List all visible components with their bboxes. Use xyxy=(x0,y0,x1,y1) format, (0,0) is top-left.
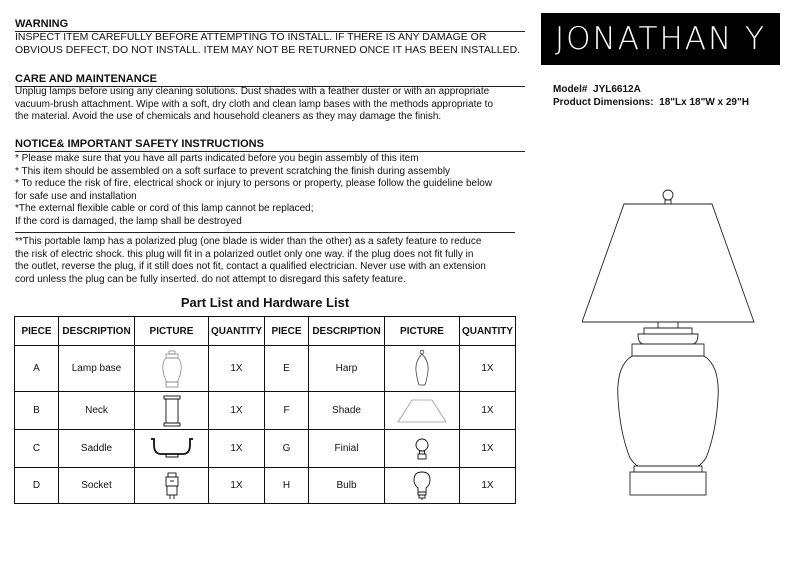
header-piece: PIECE xyxy=(15,317,59,346)
parts-table xyxy=(14,316,516,504)
finial xyxy=(663,190,673,200)
warning-line: INSPECT ITEM CAREFULLY BEFORE ATTEMPTING TO INSTALL. IF THERE IS ANY DAMAGE OR xyxy=(15,31,487,43)
quantity-cell: 1X xyxy=(209,468,265,504)
piece-cell: D xyxy=(15,468,59,504)
bulb-icon xyxy=(413,471,431,501)
harp-icon xyxy=(412,349,432,389)
description-cell: Finial xyxy=(309,430,385,468)
header-description: DESCRIPTION xyxy=(309,317,385,346)
safety-line: * Please make sure that you have all parts indicated before you begin assembly of this item xyxy=(15,153,419,164)
quantity-cell: 1X xyxy=(209,430,265,468)
quantity-cell: 1X xyxy=(460,346,516,392)
table-header-row xyxy=(15,317,516,346)
header-quantity: QUANTITY xyxy=(209,317,265,346)
finial-icon xyxy=(414,437,430,461)
table-row xyxy=(15,430,516,468)
warning-title: WARNING xyxy=(15,18,69,30)
picture-cell xyxy=(135,468,209,504)
picture-cell xyxy=(385,430,460,468)
picture-cell xyxy=(385,346,460,392)
warning-line: OBVIOUS DEFECT, DO NOT INSTALL. ITEM MAY NOT BE RETURNED ONCE IT HAS BEEN INSTALLED. xyxy=(15,44,521,56)
plug-line: **This portable lamp has a polarized plug (one blade is wider than the other) as a safety feature to reduce xyxy=(15,236,482,247)
polarized-plug-text xyxy=(15,236,527,286)
picture-cell xyxy=(385,468,460,504)
care-line: vacuum-brush attachment. Wipe with a soft, dry cloth and clean lamp bases with the methods appropriate to xyxy=(15,98,494,110)
table-row xyxy=(15,468,516,504)
lamp-shade xyxy=(582,204,754,322)
lamp-cap xyxy=(644,328,692,334)
description-cell: Harp xyxy=(309,346,385,392)
header-piece: PIECE xyxy=(265,317,309,346)
lamp-foot xyxy=(634,466,702,472)
divider xyxy=(15,151,525,152)
model-label: Model# xyxy=(553,84,588,95)
safety-line: *The external flexible cable or cord of this lamp cannot be replaced; xyxy=(15,203,314,214)
header-description: DESCRIPTION xyxy=(59,317,135,346)
table-row xyxy=(15,346,516,392)
warning-text xyxy=(15,31,527,57)
picture-cell xyxy=(135,430,209,468)
care-line: Unplug lamps before using any cleaning solutions. Dust shades with a feather duster or with an appropriate xyxy=(15,86,490,97)
safety-line: If the cord is damaged, the lamp shall be destroyed xyxy=(15,215,242,227)
lamp-body xyxy=(618,356,718,466)
lamp-plinth xyxy=(630,472,706,495)
dims-label: Product Dimensions: xyxy=(553,97,654,108)
model-number xyxy=(553,84,641,95)
description-cell: Saddle xyxy=(59,430,135,468)
header-picture: PICTURE xyxy=(135,317,209,346)
plug-line: the outlet, reverse the plug, if it still does not fit, contact a qualified electrician. Never use with an extension xyxy=(15,261,486,272)
description-cell: Lamp base xyxy=(59,346,135,392)
safety-title: NOTICE& IMPORTANT SAFETY INSTRUCTIONS xyxy=(15,138,264,150)
quantity-cell: 1X xyxy=(460,430,516,468)
care-line: the material. Avoid the use of chemicals and household cleaners as they may damage the finish. xyxy=(15,111,442,122)
table-row xyxy=(15,392,516,430)
safety-text xyxy=(15,153,527,228)
socket-icon xyxy=(164,472,180,500)
piece-cell: B xyxy=(15,392,59,430)
lamp-neck xyxy=(658,322,678,328)
neck-icon xyxy=(163,395,181,427)
dims-value: 18"Lx 18"W x 29"H xyxy=(659,97,749,108)
quantity-cell: 1X xyxy=(460,468,516,504)
piece-cell: C xyxy=(15,430,59,468)
lamp-drawing xyxy=(582,188,758,508)
piece-cell: H xyxy=(265,468,309,504)
picture-cell xyxy=(135,392,209,430)
finial-base xyxy=(665,200,671,204)
description-cell: Shade xyxy=(309,392,385,430)
piece-cell: G xyxy=(265,430,309,468)
product-dimensions xyxy=(553,97,749,108)
piece-cell: E xyxy=(265,346,309,392)
saddle-icon xyxy=(148,437,196,461)
lamp-base-icon xyxy=(161,350,183,388)
divider xyxy=(15,232,515,233)
parts-title: Part List and Hardware List xyxy=(180,295,350,310)
care-text xyxy=(15,86,527,124)
description-cell: Socket xyxy=(59,468,135,504)
quantity-cell: 1X xyxy=(209,392,265,430)
quantity-cell: 1X xyxy=(209,346,265,392)
safety-line: * To reduce the risk of fire, electrical shock or injury to persons or property, please follow the guideline below xyxy=(15,178,493,189)
piece-cell: F xyxy=(265,392,309,430)
piece-cell: A xyxy=(15,346,59,392)
safety-line: * This item should be assembled on a soft surface to prevent scratching the finish during assembly xyxy=(15,165,451,177)
description-cell: Neck xyxy=(59,392,135,430)
quantity-cell: 1X xyxy=(460,392,516,430)
picture-cell xyxy=(385,392,460,430)
model-value: JYL6612A xyxy=(593,84,641,95)
plug-line: cord unless the plug can be fully inserted. do not attempt to disregard this safety feature. xyxy=(15,273,406,285)
brand-logo: JONATHAN Y xyxy=(541,13,780,65)
header-picture: PICTURE xyxy=(385,317,460,346)
description-cell: Bulb xyxy=(309,468,385,504)
header-quantity: QUANTITY xyxy=(460,317,516,346)
safety-line: for safe use and installation xyxy=(15,190,137,202)
plug-line: the risk of electric shock. this plug will fit in a polarized outlet only one way. if the plug does not fit fully in xyxy=(15,248,474,260)
care-title: CARE AND MAINTENANCE xyxy=(15,73,157,85)
shade-icon xyxy=(396,398,448,424)
picture-cell xyxy=(135,346,209,392)
